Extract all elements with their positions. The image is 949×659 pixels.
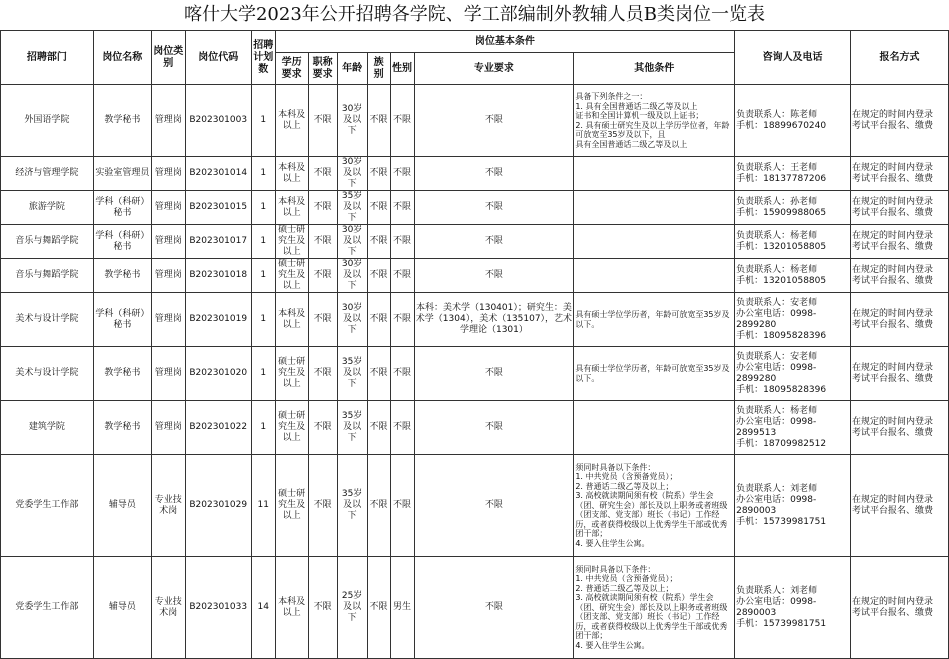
cell-other	[574, 347, 735, 401]
table-row	[1, 157, 949, 191]
cell-position: 教学秘书	[93, 259, 151, 293]
header-other: 其他条件	[574, 53, 735, 85]
cell-edu: 硕士研究生及以上	[275, 347, 308, 401]
other-line: 1. 中共党员（含预备党员）；	[575, 574, 678, 584]
cell-category: 管理岗	[151, 157, 185, 191]
cell-edu: 硕士研究生及以上	[275, 225, 308, 259]
contact-line: 办公室电话：0998-2899513	[736, 416, 817, 438]
cell-dept: 音乐与舞蹈学院	[1, 259, 94, 293]
apply-line: 在规定的时间内登录	[852, 494, 934, 505]
cell-age: 30岁及以下	[337, 259, 367, 293]
cell-major: 本科：美术学（130401）；研究生：美术学（1304），美术（135107），艺术学理论（1301）	[414, 293, 574, 347]
cell-gender: 不限	[390, 347, 414, 401]
contact-line: 手机：18095828396	[736, 384, 827, 395]
cell-ethnicity: 不限	[367, 455, 390, 557]
cell-age: 35岁及以下	[337, 401, 367, 455]
table-row	[1, 259, 949, 293]
cell-major: 不限	[414, 85, 574, 157]
apply-line: 在规定的时间内登录	[852, 596, 934, 607]
cell-dept: 建筑学院	[1, 401, 94, 455]
cell-count: 1	[251, 191, 275, 225]
cell-title-req: 不限	[308, 557, 337, 659]
cell-title-req: 不限	[308, 191, 337, 225]
cell-ethnicity: 不限	[367, 259, 390, 293]
cell-contact	[735, 293, 851, 347]
cell-ethnicity: 不限	[367, 225, 390, 259]
apply-line: 考试平台报名、缴费	[852, 505, 934, 516]
apply-line: 在规定的时间内登录	[852, 196, 934, 207]
cell-gender: 不限	[390, 259, 414, 293]
cell-dept: 旅游学院	[1, 191, 94, 225]
page-title: 喀什大学2023年公开招聘各学院、学工部编制外教辅人员B类岗位一览表	[183, 4, 766, 25]
cell-count: 14	[251, 557, 275, 659]
contact-line: 办公室电话：0998-2899280	[736, 362, 817, 384]
cell-contact	[735, 157, 851, 191]
header-title-req: 职称要求	[308, 53, 337, 85]
cell-count: 1	[251, 157, 275, 191]
cell-edu: 本科及以上	[275, 157, 308, 191]
cell-dept: 党委学生工作部	[1, 455, 94, 557]
cell-age: 25岁及以下	[337, 557, 367, 659]
header-position: 岗位名称	[93, 31, 151, 85]
header-basic-conditions: 岗位基本条件	[275, 31, 734, 53]
cell-dept: 美术与设计学院	[1, 347, 94, 401]
contact-line: 负责联系人：杨老师	[736, 230, 818, 241]
cell-apply	[851, 157, 949, 191]
table-row	[1, 557, 949, 659]
table-row	[1, 225, 949, 259]
other-line: 3. 高校就读期间须有校（院系）学生会（团、研究生会）部长及以上职务或者班级（团支部、党支部）班长（书记）工作经历，或者获得校级以上优秀学生干部或优秀团干部；	[575, 491, 728, 539]
cell-edu: 本科及以上	[275, 557, 308, 659]
cell-gender: 不限	[390, 455, 414, 557]
contact-line: 负责联系人：安老师	[736, 351, 818, 362]
cell-major: 不限	[414, 191, 574, 225]
cell-count: 11	[251, 455, 275, 557]
cell-category: 管理岗	[151, 259, 185, 293]
cell-contact	[735, 557, 851, 659]
header-major: 专业要求	[414, 53, 574, 85]
cell-ethnicity: 不限	[367, 293, 390, 347]
cell-ethnicity: 不限	[367, 157, 390, 191]
cell-apply	[851, 191, 949, 225]
cell-other	[574, 85, 735, 157]
cell-count: 1	[251, 225, 275, 259]
cell-age: 30岁及以下	[337, 293, 367, 347]
cell-count: 1	[251, 259, 275, 293]
contact-line: 手机：15739981751	[736, 516, 827, 527]
apply-line: 考试平台报名、缴费	[852, 373, 934, 384]
other-line: 具有硕士学位学历者，年龄可放宽至35岁及以下。	[575, 310, 730, 329]
cell-gender: 不限	[390, 191, 414, 225]
other-line: 3. 高校就读期间须有校（院系）学生会（团、研究生会）部长及以上职务或者班级（团支部、党支部）班长（书记）工作经历，或者获得校级以上优秀学生干部或优秀团干部；	[575, 593, 728, 641]
cell-major: 不限	[414, 455, 574, 557]
cell-category: 管理岗	[151, 293, 185, 347]
cell-gender: 男生	[390, 557, 414, 659]
cell-category: 专业技术岗	[151, 557, 185, 659]
contact-line: 负责联系人：刘老师	[736, 585, 818, 596]
apply-line: 在规定的时间内登录	[852, 109, 934, 120]
cell-gender: 不限	[390, 157, 414, 191]
cell-other	[574, 225, 735, 259]
apply-line: 考试平台报名、缴费	[852, 241, 934, 252]
cell-contact	[735, 347, 851, 401]
apply-line: 考试平台报名、缴费	[852, 427, 934, 438]
cell-code: B202301033	[185, 557, 251, 659]
header-age: 年龄	[337, 53, 367, 85]
cell-title-req: 不限	[308, 401, 337, 455]
contact-line: 负责联系人：陈老师	[736, 109, 818, 120]
contact-line: 手机：15739981751	[736, 618, 827, 629]
apply-line: 在规定的时间内登录	[852, 230, 934, 241]
apply-line: 考试平台报名、缴费	[852, 275, 934, 286]
cell-edu: 本科及以上	[275, 293, 308, 347]
cell-edu: 本科及以上	[275, 191, 308, 225]
cell-contact	[735, 259, 851, 293]
header-ethnicity: 族别	[367, 53, 390, 85]
cell-dept: 经济与管理学院	[1, 157, 94, 191]
table-row	[1, 293, 949, 347]
contact-line: 负责联系人：杨老师	[736, 264, 818, 275]
contact-line: 负责联系人：安老师	[736, 297, 818, 308]
cell-count: 1	[251, 293, 275, 347]
other-line: 具备下列条件之一：	[575, 92, 648, 101]
cell-age: 35岁及以下	[337, 455, 367, 557]
table-row	[1, 455, 949, 557]
cell-other	[574, 293, 735, 347]
cell-code: B202301019	[185, 293, 251, 347]
cell-gender: 不限	[390, 293, 414, 347]
apply-line: 考试平台报名、缴费	[852, 207, 934, 218]
apply-line: 在规定的时间内登录	[852, 362, 934, 373]
cell-other	[574, 455, 735, 557]
cell-major: 不限	[414, 557, 574, 659]
cell-ethnicity: 不限	[367, 191, 390, 225]
contact-line: 手机：18095828396	[736, 330, 827, 341]
apply-line: 考试平台报名、缴费	[852, 319, 934, 330]
cell-title-req: 不限	[308, 85, 337, 157]
cell-contact	[735, 191, 851, 225]
contact-line: 手机：15909988065	[736, 207, 827, 218]
other-line: 具有硕士学位学历者，年龄可放宽至35岁及以下。	[575, 364, 730, 383]
cell-code: B202301017	[185, 225, 251, 259]
cell-contact	[735, 455, 851, 557]
cell-major: 不限	[414, 259, 574, 293]
cell-age: 35岁及以下	[337, 347, 367, 401]
cell-age: 30岁及以下	[337, 157, 367, 191]
cell-title-req: 不限	[308, 157, 337, 191]
cell-dept: 外国语学院	[1, 85, 94, 157]
cell-code: B202301029	[185, 455, 251, 557]
cell-major: 不限	[414, 401, 574, 455]
cell-ethnicity: 不限	[367, 557, 390, 659]
cell-code: B202301014	[185, 157, 251, 191]
cell-gender: 不限	[390, 85, 414, 157]
cell-category: 管理岗	[151, 347, 185, 401]
other-line: 2. 普通话二级乙等及以上；	[575, 481, 674, 491]
cell-code: B202301020	[185, 347, 251, 401]
table-row	[1, 191, 949, 225]
table-row	[1, 401, 949, 455]
cell-ethnicity: 不限	[367, 85, 390, 157]
header-count: 招聘计划数	[251, 31, 275, 85]
contact-line: 手机：13201058805	[736, 275, 827, 286]
cell-title-req: 不限	[308, 455, 337, 557]
contact-line: 办公室电话：0998-2899280	[736, 308, 817, 330]
apply-line: 在规定的时间内登录	[852, 416, 934, 427]
other-line: 须同时具备以下条件：	[575, 462, 656, 472]
cell-apply	[851, 259, 949, 293]
cell-major: 不限	[414, 225, 574, 259]
other-line: 4. 要入住学生公寓。	[575, 640, 650, 650]
contact-line: 负责联系人：刘老师	[736, 483, 818, 494]
cell-apply	[851, 455, 949, 557]
apply-line: 考试平台报名、缴费	[852, 173, 934, 184]
cell-code: B202301022	[185, 401, 251, 455]
cell-position: 实验室管理员	[93, 157, 151, 191]
header-contact: 咨询人及电话	[735, 31, 851, 85]
cell-position: 学科（科研）秘书	[93, 225, 151, 259]
table-row	[1, 347, 949, 401]
cell-code: B202301015	[185, 191, 251, 225]
cell-apply	[851, 347, 949, 401]
cell-other	[574, 191, 735, 225]
cell-age: 30岁及以下	[337, 85, 367, 157]
cell-position: 教学秘书	[93, 401, 151, 455]
cell-code: B202301003	[185, 85, 251, 157]
cell-position: 教学秘书	[93, 347, 151, 401]
cell-category: 管理岗	[151, 225, 185, 259]
apply-line: 在规定的时间内登录	[852, 264, 934, 275]
cell-contact	[735, 225, 851, 259]
cell-contact	[735, 85, 851, 157]
cell-major: 不限	[414, 157, 574, 191]
cell-position: 学科（科研）秘书	[93, 191, 151, 225]
cell-title-req: 不限	[308, 225, 337, 259]
header-dept: 招聘部门	[1, 31, 94, 85]
other-line: 1. 中共党员（含预备党员）；	[575, 472, 678, 482]
cell-category: 管理岗	[151, 191, 185, 225]
cell-other	[574, 157, 735, 191]
cell-title-req: 不限	[308, 293, 337, 347]
cell-ethnicity: 不限	[367, 401, 390, 455]
cell-edu: 硕士研究生及以上	[275, 455, 308, 557]
cell-other	[574, 557, 735, 659]
apply-line: 考试平台报名、缴费	[852, 120, 934, 131]
header-category: 岗位类别	[151, 31, 185, 85]
contact-line: 手机：18137787206	[736, 173, 827, 184]
cell-dept: 美术与设计学院	[1, 293, 94, 347]
contact-line: 手机：13201058805	[736, 241, 827, 252]
header-code: 岗位代码	[185, 31, 251, 85]
cell-edu: 硕士研究生及以上	[275, 401, 308, 455]
cell-position: 学科（科研）秘书	[93, 293, 151, 347]
cell-apply	[851, 85, 949, 157]
contact-line: 办公室电话：0998-2890003	[736, 494, 817, 516]
cell-position: 辅导员	[93, 557, 151, 659]
cell-dept: 党委学生工作部	[1, 557, 94, 659]
cell-category: 专业技术岗	[151, 455, 185, 557]
cell-code: B202301018	[185, 259, 251, 293]
apply-line: 在规定的时间内登录	[852, 162, 934, 173]
header-apply: 报名方式	[851, 31, 949, 85]
cell-edu: 本科及以上	[275, 85, 308, 157]
contact-line: 手机：18709982512	[736, 438, 827, 449]
cell-apply	[851, 557, 949, 659]
cell-apply	[851, 293, 949, 347]
apply-line: 在规定的时间内登录	[852, 308, 934, 319]
cell-count: 1	[251, 85, 275, 157]
table-row	[1, 85, 949, 157]
other-line: 1. 具有全国普通话二级乙等及以上	[575, 101, 698, 111]
contact-line: 负责联系人：杨老师	[736, 405, 818, 416]
cell-gender: 不限	[390, 401, 414, 455]
other-line: 2. 普通话二级乙等及以上；	[575, 583, 674, 593]
header-gender: 性别	[390, 53, 414, 85]
cell-dept: 音乐与舞蹈学院	[1, 225, 94, 259]
contact-line: 负责联系人：孙老师	[736, 196, 818, 207]
other-line: 具有全国普通话二级乙等及以上	[575, 139, 688, 149]
positions-table	[0, 30, 949, 659]
cell-category: 管理岗	[151, 401, 185, 455]
cell-count: 1	[251, 347, 275, 401]
header-edu: 学历要求	[275, 53, 308, 85]
apply-line: 考试平台报名、缴费	[852, 607, 934, 618]
contact-line: 办公室电话：0998-2890003	[736, 596, 817, 618]
cell-age: 30岁及以下	[337, 225, 367, 259]
other-line: 须同时具备以下条件：	[575, 564, 656, 574]
cell-position: 辅导员	[93, 455, 151, 557]
cell-apply	[851, 225, 949, 259]
other-line: 2. 具有硕士研究生及以上学历学位者，年龄可放宽至35岁及以下，且	[575, 120, 730, 139]
cell-apply	[851, 401, 949, 455]
cell-major: 不限	[414, 347, 574, 401]
other-line: 4. 要入住学生公寓。	[575, 538, 650, 548]
cell-age: 35岁及以下	[337, 191, 367, 225]
cell-other	[574, 259, 735, 293]
cell-other	[574, 401, 735, 455]
cell-gender: 不限	[390, 225, 414, 259]
cell-category: 管理岗	[151, 85, 185, 157]
cell-count: 1	[251, 401, 275, 455]
contact-line: 负责联系人：王老师	[736, 162, 818, 173]
other-line: 证书和全国计算机一级及以上证书；	[575, 111, 704, 120]
cell-edu: 硕士研究生及以上	[275, 259, 308, 293]
cell-title-req: 不限	[308, 347, 337, 401]
cell-title-req: 不限	[308, 259, 337, 293]
cell-ethnicity: 不限	[367, 347, 390, 401]
contact-line: 手机：18899670240	[736, 120, 827, 131]
cell-contact	[735, 401, 851, 455]
cell-position: 教学秘书	[93, 85, 151, 157]
